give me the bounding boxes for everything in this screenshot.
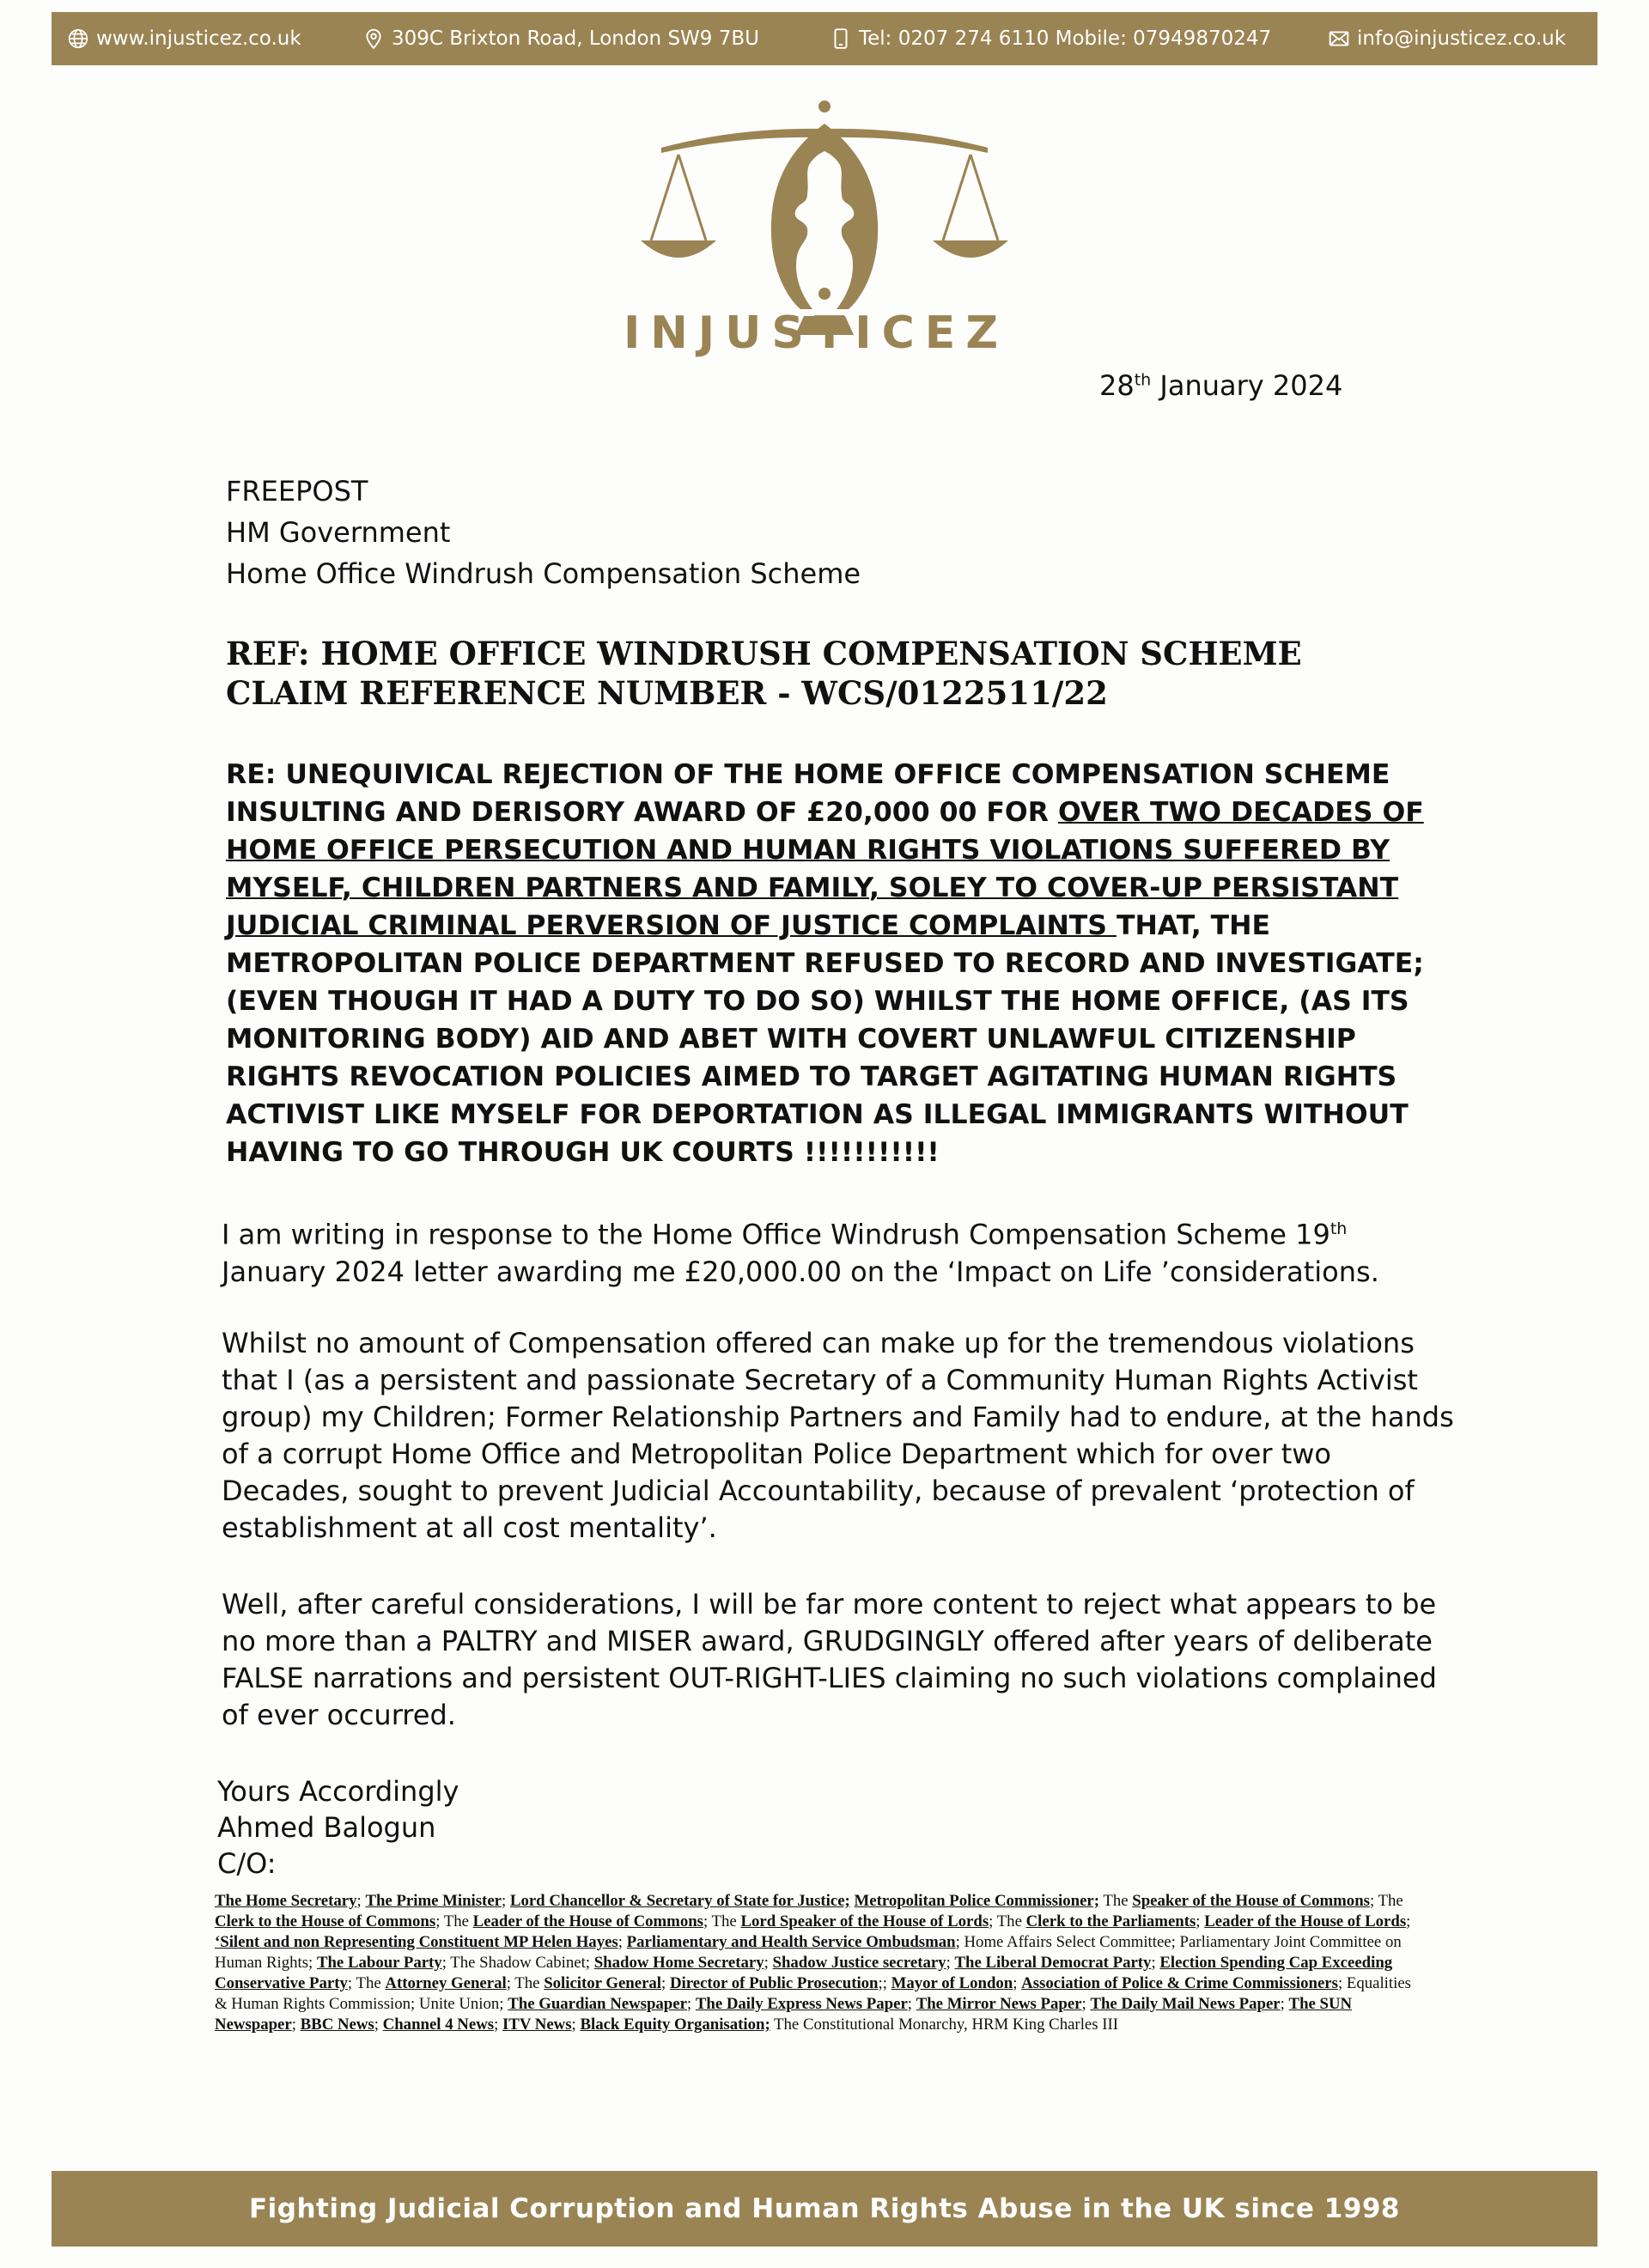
cc-recipient: The Liberal Democrat Party bbox=[954, 1954, 1152, 1972]
cc-separator: ; bbox=[661, 1974, 670, 1992]
cc-separator: ; bbox=[1151, 1954, 1160, 1972]
footer-band bbox=[52, 2171, 1597, 2247]
cc-separator: ; bbox=[764, 1954, 773, 1972]
location-pin-icon bbox=[362, 27, 385, 50]
cc-separator: ; The Shadow Cabinet; bbox=[441, 1954, 594, 1972]
website-contact bbox=[67, 27, 301, 50]
signatory-name: Ahmed Balogun bbox=[217, 1811, 436, 1844]
cc-separator: ; bbox=[571, 2016, 581, 2034]
cc-recipient: The Prime Minister bbox=[365, 1892, 502, 1910]
cc-separator: ; bbox=[502, 1892, 510, 1910]
reference-line: REF: HOME OFFICE WINDRUSH COMPENSATION SCHEME bbox=[226, 635, 1302, 672]
cc-recipient: Lord Chancellor & Secretary of State for Justice; bbox=[509, 1892, 850, 1910]
cc-separator: ; Home Affairs Select Committee; Parliamentary Joint Committee on Human Rights; bbox=[215, 1933, 1402, 1972]
cc-recipient: ‘Silent and non Representing Constituent MP Helen Hayes bbox=[215, 1933, 618, 1951]
recipient-line: HM Government bbox=[226, 516, 451, 549]
copy-recipients-list bbox=[215, 1891, 1417, 2035]
cc-separator: ; The bbox=[435, 1912, 473, 1931]
cc-recipient: Metropolitan Police Commissioner; bbox=[854, 1892, 1100, 1910]
cc-separator: ; The bbox=[989, 1912, 1026, 1931]
cc-recipient: Director of Public Prosecution bbox=[669, 1974, 879, 1992]
recipient-line: Home Office Windrush Compensation Scheme bbox=[226, 557, 861, 590]
subject-text: THAT, THE METROPOLITAN POLICE DEPARTMENT REFUSED TO RECORD AND INVESTIGATE; (EVEN THOUGH IT HAD A DUTY TO DO SO) WHILST THE HOME OFFICE, (AS ITS MONITORING BODY) AID AND ABET WITH COVERT UNLAWFUL CITIZENSHIP RIGHTS REVOCATION POLICIES AIMED TO TARGET AGITATING HUMAN RIGHTS ACTIVIST LIKE MYSELF FOR DEPORTATION AS ILLEGAL IMMIGRANTS WITHOUT HAVING TO GO THROUGH UK COURTS !!!!!!!!!!! bbox=[226, 910, 1424, 1168]
website-text[interactable]: www.injusticez.co.uk bbox=[96, 27, 301, 50]
cc-recipient: Mayor of London bbox=[891, 1974, 1013, 1992]
address-contact bbox=[362, 27, 759, 50]
cc-separator: ; The bbox=[347, 1974, 386, 1992]
cc-recipient: Leader of the House of Commons bbox=[472, 1912, 703, 1931]
body-paragraph: Well, after careful considerations, I will be far more content to reject what appears to be no more than a PALTRY and MISER award, GRUDGINGLY offered after years of deliberate FALSE narrations and persistent OUT-RIGHT-LIES claiming no such violations complained of ever occurred. bbox=[222, 1588, 1437, 1731]
header-band bbox=[52, 12, 1597, 65]
cc-recipient: Leader of the House of Lords bbox=[1204, 1912, 1407, 1931]
cc-recipient: The Daily Express News Paper bbox=[695, 1995, 908, 2013]
body-paragraph bbox=[222, 1211, 1458, 1291]
cc-recipient: The Labour Party bbox=[316, 1954, 442, 1972]
cc-recipient: Shadow Justice secretary bbox=[772, 1954, 946, 1972]
cc-recipient: The SUN Newspaper bbox=[215, 1995, 1353, 2034]
cc-separator: ; bbox=[907, 1995, 916, 2013]
cc-separator: ; bbox=[1280, 1995, 1289, 2013]
paragraph-text: January 2024 letter awarding me £20,000.00 on the ‘Impact on Life ’considerations. bbox=[222, 1255, 1379, 1288]
cc-recipient: Speaker of the House of Commons bbox=[1132, 1892, 1370, 1910]
address-text: 309C Brixton Road, London SW9 7BU bbox=[392, 27, 759, 50]
cc-recipient: Election Spending Cap Exceeding Conservative Party bbox=[215, 1954, 1393, 1992]
cc-recipient: Solicitor General bbox=[544, 1974, 662, 1992]
phone-icon bbox=[830, 27, 852, 50]
cc-recipient: The Daily Mail News Paper bbox=[1090, 1995, 1281, 2013]
date-day: 28 bbox=[1099, 369, 1135, 402]
cc-separator: The Constitutional Monarchy, HRM King Charles III bbox=[770, 2016, 1119, 2034]
cc-recipient: ITV News bbox=[502, 2016, 572, 2034]
cc-separator: The bbox=[1099, 1892, 1133, 1910]
cc-separator: ; bbox=[291, 2016, 301, 2034]
cc-separator: ; bbox=[618, 1933, 627, 1951]
cc-recipient: Association of Police & Crime Commissioners bbox=[1021, 1974, 1338, 1992]
logo-wordmark: INJUSTICEZ bbox=[623, 307, 1009, 359]
email-contact bbox=[1328, 27, 1566, 50]
cc-recipient: Channel 4 News bbox=[382, 2016, 495, 2034]
cc-separator: ; bbox=[1406, 1912, 1411, 1931]
recipient-line: FREEPOST bbox=[226, 475, 368, 508]
cc-separator: ;; bbox=[878, 1974, 891, 1992]
cc-separator: ; bbox=[1013, 1974, 1022, 1992]
cc-separator: ; The bbox=[1369, 1892, 1403, 1910]
cc-separator: ; The bbox=[703, 1912, 741, 1931]
cc-separator: ; bbox=[374, 2016, 383, 2034]
reference-heading bbox=[226, 634, 1428, 713]
cc-recipient: BBC News bbox=[300, 2016, 374, 2034]
paragraph-text: I am writing in response to the Home Office Windrush Compensation Scheme 19 bbox=[222, 1218, 1330, 1251]
cc-recipient: Lord Speaker of the House of Lords bbox=[740, 1912, 989, 1931]
globe-icon bbox=[67, 27, 89, 50]
closing-block bbox=[217, 1773, 459, 1882]
phone-contact bbox=[830, 27, 1271, 50]
cc-separator: ; bbox=[1081, 1995, 1091, 2013]
cc-recipient: The Guardian Newspaper bbox=[508, 1995, 687, 2013]
cc-recipient: Parliamentary and Health Service Ombudsman bbox=[626, 1933, 956, 1951]
date-month-year: January 2024 bbox=[1159, 369, 1343, 402]
body-paragraph: Whilst no amount of Compensation offered can make up for the tremendous violations that I (as a persistent and passionate Secretary of a Community Human Rights Activist group) my Children; Former Relationship Partners and Family had to endure, at the hands of a corrupt Home Office and Metropolitan Police Department which for over two Decades, sought to prevent Judicial Accountability, because of prevalent ‘protection of establishment at all cost mentality’. bbox=[222, 1327, 1454, 1544]
cc-separator: ; The bbox=[506, 1974, 545, 1992]
email-text[interactable]: info@injusticez.co.uk bbox=[1357, 27, 1567, 50]
cc-recipient: Shadow Home Secretary bbox=[593, 1954, 764, 1972]
footer-tagline: Fighting Judicial Corruption and Human Rights Abuse in the UK since 1998 bbox=[248, 2193, 1400, 2224]
cc-recipient: Clerk to the Parliaments bbox=[1025, 1912, 1196, 1931]
cc-recipient: Clerk to the House of Commons bbox=[215, 1912, 436, 1931]
cc-recipient: Black Equity Organisation; bbox=[580, 2016, 770, 2034]
subject-heading bbox=[226, 756, 1445, 1171]
recipient-address bbox=[226, 471, 861, 594]
cc-separator: ; bbox=[356, 1892, 366, 1910]
cc-recipient: The Mirror News Paper bbox=[916, 1995, 1082, 2013]
reference-line: CLAIM REFERENCE NUMBER - WCS/0122511/22 bbox=[226, 674, 1108, 712]
mail-icon bbox=[1328, 27, 1350, 50]
signoff: Yours Accordingly bbox=[217, 1775, 459, 1808]
cc-separator: ; bbox=[946, 1954, 955, 1972]
subject-underlined-text: OVER TWO DECADES OF HOME OFFICE PERSECUTION AND HUMAN RIGHTS VIOLATIONS SUFFERED BY MYSELF, CHILDREN PARTNERS AND FAMILY, SOLEY TO COVER-UP PERSISTANT JUDICIAL CRIMINAL PERVERSION OF JUSTICE COMPLAINTS bbox=[226, 797, 1424, 941]
phone-text: Tel: 0207 274 6110 Mobile: 07949870247 bbox=[859, 27, 1272, 50]
subject-text: RE: UNEQUIVICAL REJECTION OF THE HOME OFFICE COMPENSATION SCHEME INSULTING AND DERISORY AWARD OF £20,000 00 FOR bbox=[226, 759, 1390, 828]
cc-recipient: The Home Secretary bbox=[215, 1892, 357, 1910]
letter-date bbox=[1099, 369, 1342, 402]
care-of-label: C/O: bbox=[217, 1847, 277, 1880]
cc-recipient: Attorney General bbox=[385, 1974, 507, 1992]
cc-separator: ; Equalities & Human Rights Commission; Unite Union; bbox=[215, 1974, 1411, 2013]
cc-separator: ; bbox=[1196, 1912, 1205, 1931]
cc-separator: ; bbox=[686, 1995, 696, 2013]
date-suffix: th bbox=[1134, 370, 1152, 390]
cc-separator: ; bbox=[494, 2016, 502, 2034]
paragraph-superscript: th bbox=[1330, 1219, 1348, 1238]
